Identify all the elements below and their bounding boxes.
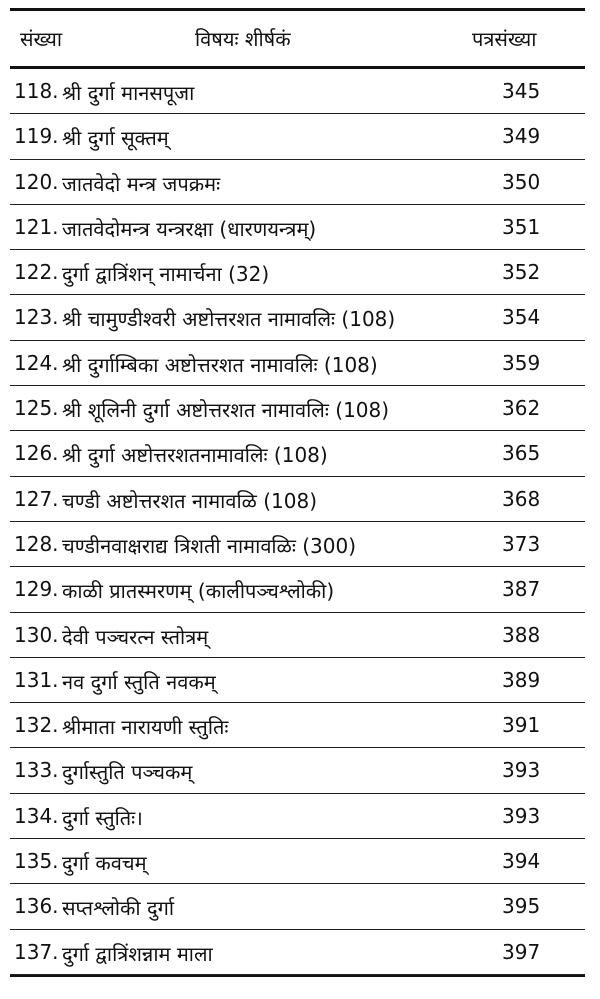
entry-page: 388 [502,622,541,647]
table-row [10,160,585,205]
entry-page: 395 [502,894,541,919]
entry-title: श्रीमाता नारायणी स्तुतिः [62,715,229,740]
table-row [10,114,585,159]
entry-number: 121. [14,214,59,239]
entry-page: 387 [502,577,541,602]
bottom-rule [10,975,585,977]
entry-title: जातवेदो मन्त्र जपक्रमः [62,171,221,196]
table-row [10,477,585,522]
entry-title: देवी पञ्चरत्न स्तोत्रम् [62,624,209,649]
contents-table [10,69,585,975]
table-row [10,930,585,975]
entry-title: श्री दुर्गा अष्टोत्तरशतनामावलिः (108) [62,443,328,468]
entry-number: 120. [14,169,59,194]
entry-page: 368 [502,486,541,511]
entry-number: 128. [14,531,59,556]
table-row [10,69,585,114]
entry-title: दुर्गास्तुति पञ्चकम् [62,760,193,785]
entry-page: 365 [502,441,541,466]
table-row [10,386,585,431]
entry-number: 124. [14,350,59,375]
entry-page: 350 [502,169,541,194]
entry-page: 373 [502,531,541,556]
table-header [10,11,585,67]
entry-page: 351 [502,214,541,239]
entry-page: 345 [502,79,541,103]
entry-number: 122. [14,260,59,285]
entry-title: चण्डी अष्टोत्तरशत नामावळि (108) [62,488,317,513]
entry-title: दुर्गा द्वात्रिंशन्नाम माला [62,941,213,966]
table-row [10,658,585,703]
entry-number: 130. [14,622,59,647]
entry-number: 127. [14,486,59,511]
number-column-header: संख्या [20,27,62,51]
table-row [10,884,585,929]
entry-number: 126. [14,441,59,466]
entry-title: चण्डीनवाक्षराद्य त्रिशती नामावळिः (300) [62,533,356,558]
subject-column-header: विषयः शीर्षकं [195,27,291,51]
table-row [10,295,585,340]
table-row [10,567,585,612]
table-row [10,613,585,658]
entry-page: 394 [502,849,541,874]
entry-number: 123. [14,305,59,330]
entry-title: काळी प्रातस्मरणम् (कालीपञ्चश्लोकी) [62,579,335,604]
entry-number: 132. [14,713,59,738]
table-row [10,250,585,295]
entry-number: 118. [14,79,59,103]
table-row [10,431,585,476]
table-row [10,205,585,250]
entry-number: 133. [14,758,59,783]
entry-page: 362 [502,396,541,421]
entry-page: 359 [502,350,541,375]
entry-title: श्री दुर्गा सूक्तम् [62,126,169,151]
entry-page: 352 [502,260,541,285]
entry-number: 125. [14,396,59,421]
entry-page: 391 [502,713,541,738]
page-column-header: पत्रसंख्या [472,27,537,51]
entry-page: 389 [502,667,541,692]
entry-title: दुर्गा द्वात्रिंशन् नामार्चना (32) [62,262,270,287]
entry-number: 134. [14,803,59,828]
entry-title: दुर्गा स्तुतिः। [62,805,143,830]
table-row [10,748,585,793]
entry-number: 129. [14,577,59,602]
entry-title: जातवेदोमन्त्र यन्त्ररक्षा (धारणयन्त्रम्) [62,216,317,241]
table-row [10,522,585,567]
entry-title: श्री चामुण्डीश्वरी अष्टोत्तरशत नामावलिः (108) [62,307,396,332]
table-row [10,703,585,748]
entry-page: 397 [502,939,541,964]
entry-number: 119. [14,124,59,149]
entry-page: 393 [502,758,541,783]
table-row [10,839,585,884]
entry-title: दुर्गा कवचम् [62,851,147,876]
entry-title: श्री दुर्गा मानसपूजा [62,81,195,105]
entry-number: 136. [14,894,59,919]
table-row [10,341,585,386]
entry-number: 131. [14,667,59,692]
entry-page: 354 [502,305,541,330]
entry-number: 137. [14,939,59,964]
table-row [10,794,585,839]
entry-title: श्री शूलिनी दुर्गा अष्टोत्तरशत नामावलिः (108) [62,398,390,423]
entry-page: 393 [502,803,541,828]
entry-number: 135. [14,849,59,874]
entry-title: श्री दुर्गाम्बिका अष्टोत्तरशत नामावलिः (108) [62,352,378,377]
entry-page: 349 [502,124,541,149]
entry-title: नव दुर्गा स्तुति नवकम् [62,669,216,694]
entry-title: सप्तश्लोकी दुर्गा [62,896,175,921]
